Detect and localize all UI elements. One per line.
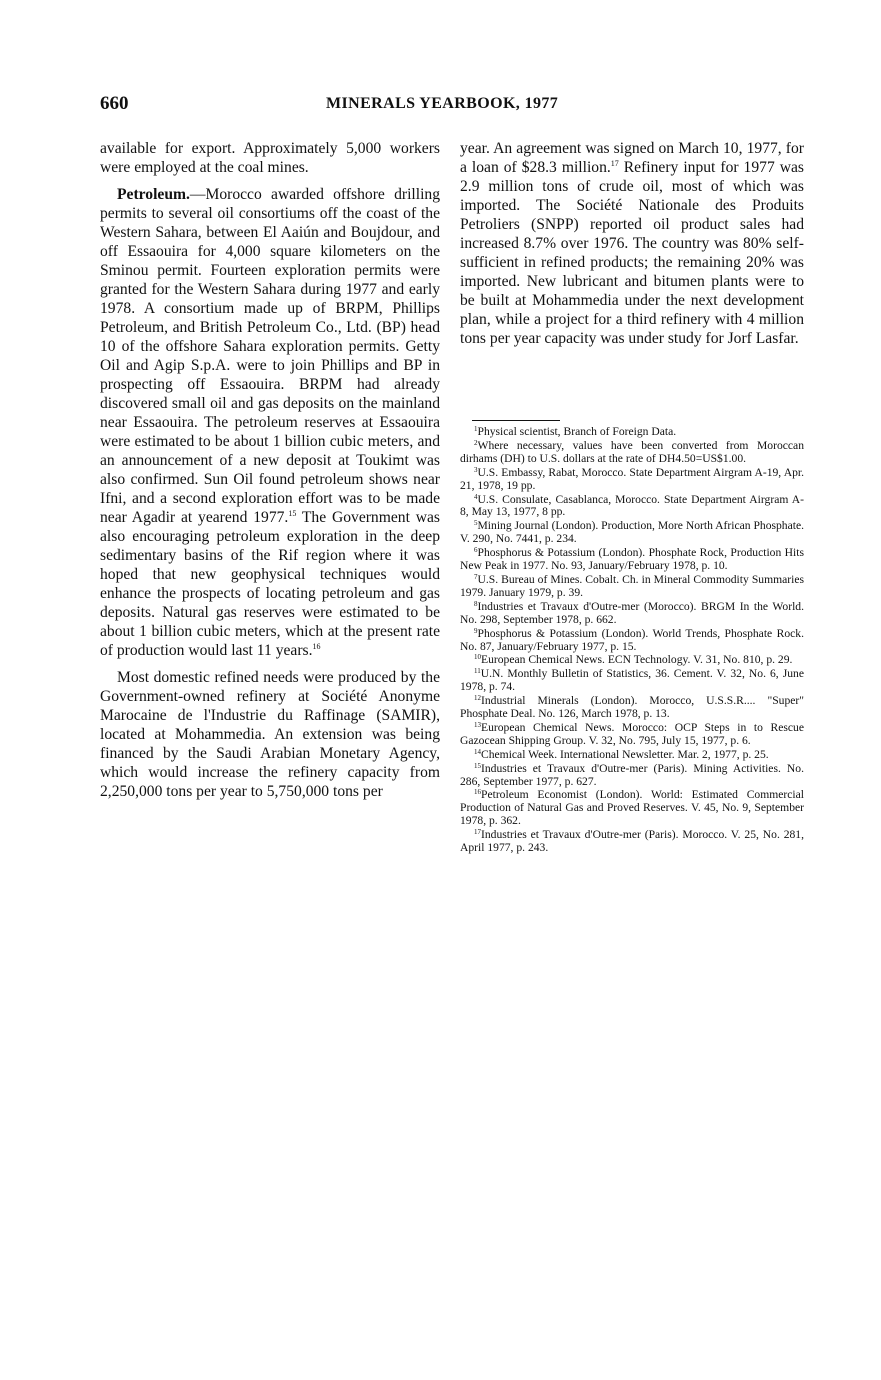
footnote-item [460, 520, 804, 546]
footnote-item [460, 547, 804, 573]
left-column [100, 139, 440, 801]
footnote-item [460, 695, 804, 721]
footnote-number: 17 [474, 828, 481, 837]
footnotes [460, 426, 804, 856]
paragraph-refining-text-a: year. An agreement was signed on March 10, 1977, for a loan of $28.3 million. [460, 140, 804, 176]
footnote-divider [472, 420, 560, 421]
footnote-number: 9 [474, 626, 478, 635]
footnote-item [460, 668, 804, 694]
footnote-text: Industries et Travaux d'Outre-mer (Paris). Mining Activities. No. 286, September 1977, p. 627. [460, 761, 804, 788]
footnote-text: Physical scientist, Branch of Foreign Data. [477, 425, 677, 438]
paragraph-petroleum [100, 185, 440, 660]
footnote-text: Petroleum Economist (London). World: Estimated Commercial Production of Natural Gas and Proved Reserves. V. 45, No. 9, September 1978, p. 362. [460, 788, 804, 828]
footnote-item [460, 494, 804, 520]
footnote-item [460, 426, 804, 439]
footnote-text: Phosphorus & Potassium (London). Phosphate Rock, Production Hits New Peak in 1977. No. 93, January/February 1978, p. 10. [460, 546, 804, 573]
running-title: MINERALS YEARBOOK, 1977 [326, 95, 559, 112]
footnote-text: Industries et Travaux d'Outre-mer (Morocco). BRGM In the World. No. 298, September 1978, p. 662. [460, 599, 804, 626]
footnote-number: 10 [474, 653, 481, 662]
page-header [100, 93, 800, 117]
footnote-text: U.S. Bureau of Mines. Cobalt. Ch. in Mineral Commodity Summaries 1979. January 1979, p. 39. [460, 572, 804, 599]
footnote-item [460, 749, 804, 762]
footnote-number: 7 [474, 572, 478, 581]
footnote-text: European Chemical News. ECN Technology. V. 31, No. 810, p. 29. [481, 653, 793, 667]
footnote-number: 8 [474, 599, 478, 608]
footnote-item [460, 829, 804, 855]
footnote-number: 2 [474, 438, 478, 447]
footnote-text: European Chemical News. Morocco: OCP Steps in to Rescue Gazocean Shipping Group. V. 32, No. 795, July 15, 1977, p. 6. [460, 720, 804, 747]
footnote-text: U.S. Consulate, Casablanca, Morocco. State Department Airgram A-8, May 13, 1977, 8 pp. [460, 492, 804, 519]
footnote-ref-15: 15 [288, 509, 297, 518]
footnote-text: U.S. Embassy, Rabat, Morocco. State Department Airgram A-19, Apr. 21, 1978, 19 pp. [460, 465, 804, 492]
footnote-item [460, 467, 804, 493]
footnote-text: U.N. Monthly Bulletin of Statistics, 36. Cement. V. 32, No. 6, June 1978, p. 74. [460, 667, 804, 694]
footnote-item [460, 763, 804, 789]
footnote-item [460, 574, 804, 600]
paragraph-refining: Most domestic refined needs were produced by the Government-owned refinery at Société Anonyme Marocaine de l'Industrie du Raffinage (SAMIR), located at Mohammedia. An extension was being financed by the Saudi Arabian Monetary Agency, which would increase the refinery capacity from 2,250,000 tons per year to 5,750,000 tons per [100, 669, 440, 800]
section-heading-petroleum: Petroleum. [117, 186, 190, 203]
footnote-number: 12 [474, 694, 481, 703]
paragraph-refining-text-b: Refinery input for 1977 was 2.9 million tons of crude oil, most of which was imported. The Société Nationale des Produits Petroliers (SNPP) reported oil product sales had increased 8.7% over 1976. The country was 80% self-sufficient in refined products; the remaining 20% was imported. New lubricant and bitumen plants were to be built at Mohammedia under the next development plan, while a project for a third refinery with 4 million tons per year capacity was under study for Jorf Lasfar. [460, 159, 804, 347]
footnote-number: 5 [474, 519, 478, 528]
footnote-ref-16: 16 [312, 642, 321, 651]
footnote-item [460, 601, 804, 627]
footnote-text: Industries et Travaux d'Outre-mer (Paris). Morocco. V. 25, No. 281, April 1977, p. 243. [460, 828, 804, 855]
footnote-item [460, 440, 804, 466]
footnote-text: Mining Journal (London). Production, More North African Phosphate. V. 290, No. 7441, p. 234. [460, 519, 805, 546]
footnote-number: 1 [474, 425, 478, 433]
footnote-text: Where necessary, values have been converted from Moroccan dirhams (DH) to U.S. dollars at the rate of DH4.50=US$1.00. [460, 438, 804, 465]
footnote-item [460, 654, 804, 667]
footnote-number: 15 [474, 761, 481, 770]
footnote-number: 3 [474, 465, 478, 474]
footnote-number: 11 [474, 667, 481, 676]
footnote-number: 4 [474, 492, 478, 501]
paragraph-petroleum-text-a: —Morocco awarded offshore drilling permits to several oil consortiums off the coast of the Western Sahara, between El Aaiún and Boujdour, and off Essaouira for 4,000 square kilometers on the Sminou permit. Fourteen exploration permits were granted for the Western Sahara during 1977 and early 1978. A consortium made up of BRPM, Phillips Petroleum, and British Petroleum Co., Ltd. (BP) head 10 of the offshore Sahara exploration permits. Getty Oil and Agip S.p.A. were to join Phillips and BP in prospecting off Essaouira. BRPM had already discovered small oil and gas deposits on the mainland near Essaouira. The petroleum reserves at Essaouira were estimated to be about 1 billion cubic meters, and an announcement of a new deposit at Toukimt was also confirmed. Sun Oil found petroleum shows near Ifni, and a second exploration effort was to be made near Agadir at yearend 1977. [100, 186, 440, 526]
paragraph-refining-continued [460, 139, 804, 348]
footnote-text: Chemical Week. International Newsletter. Mar. 2, 1977, p. 25. [481, 747, 769, 761]
right-column [460, 139, 804, 348]
footnote-item [460, 628, 804, 654]
footnote-item [460, 789, 804, 828]
footnote-number: 14 [474, 747, 481, 756]
paragraph-coal-continued: available for export. Approximately 5,000 workers were employed at the coal mines. [100, 140, 440, 176]
footnote-number: 13 [474, 720, 481, 729]
page-number: 660 [100, 93, 129, 114]
footnote-ref-17: 17 [610, 159, 619, 168]
footnote-number: 6 [474, 546, 478, 555]
footnote-text: Phosphorus & Potassium (London). World Trends, Phosphate Rock. No. 87, January/February 1977, p. 15. [460, 626, 804, 653]
footnote-item [460, 722, 804, 748]
footnote-text: Industrial Minerals (London). Morocco, U.S.S.R.... "Super" Phosphate Deal. No. 126, March 1978, p. 13. [460, 694, 804, 721]
paragraph-petroleum-text-b: The Government was also encouraging petroleum exploration in the deep sedimentary basins of the Rif region where it was hoped that new geophysical techniques would enhance the prospects of locating petroleum and gas deposits. Natural gas reserves were estimated to be about 1 billion cubic meters, which at the present rate of production would last 11 years. [100, 509, 441, 659]
footnote-number: 16 [474, 788, 481, 797]
